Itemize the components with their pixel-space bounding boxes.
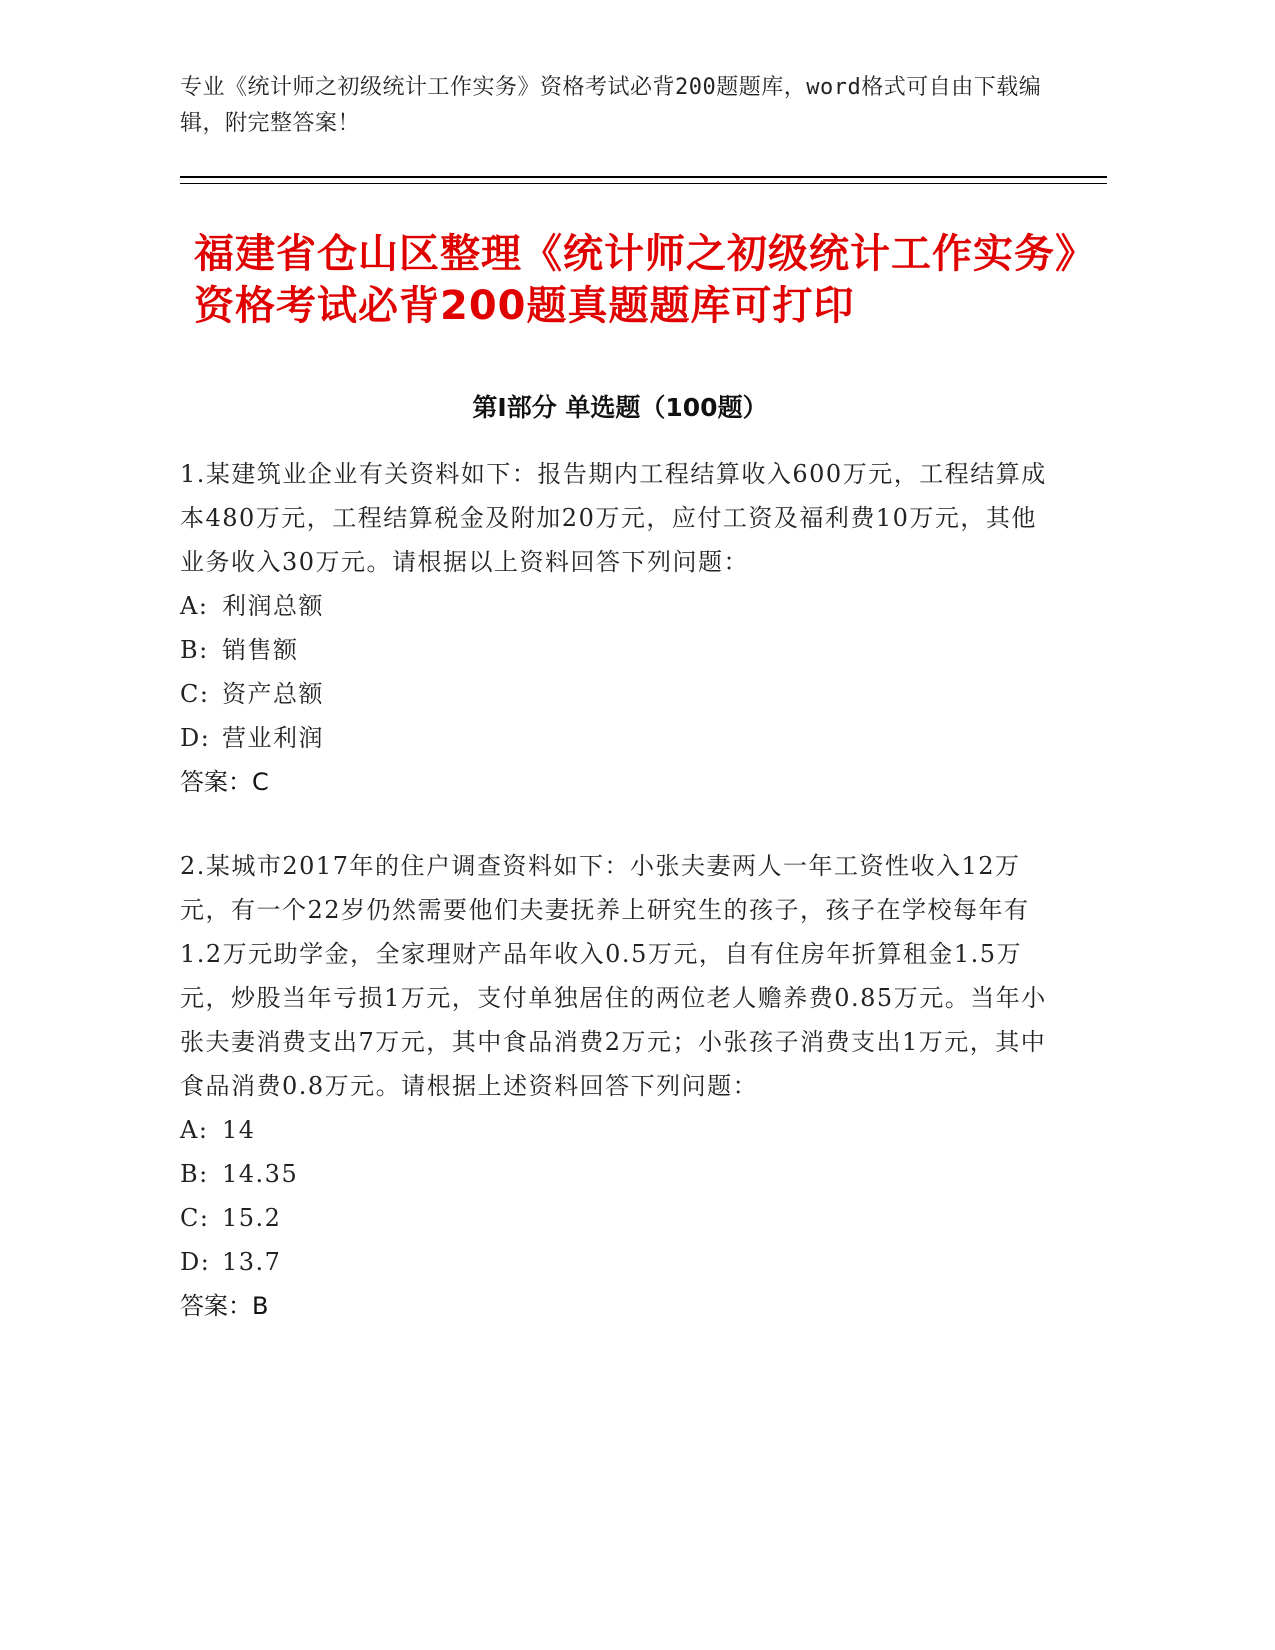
question-1: [180, 452, 1060, 804]
answer-value: B: [252, 1292, 269, 1320]
section-heading: 第Ⅰ部分 单选题（100题）: [472, 393, 768, 422]
option-letter: C:: [180, 680, 210, 708]
option-text: 14.35: [222, 1160, 299, 1188]
option-text: 营业利润: [222, 724, 324, 752]
option-c: [180, 1196, 1060, 1240]
option-letter: D:: [180, 724, 211, 752]
option-d: [180, 716, 1060, 760]
option-text: 14: [222, 1116, 256, 1144]
option-letter: D:: [180, 1248, 211, 1276]
option-d: [180, 1240, 1060, 1284]
answer-line: [180, 760, 1060, 804]
question-stem: 1.某建筑业企业有关资料如下：报告期内工程结算收入600万元，工程结算成本480万元，工程结算税金及附加20万元，应付工资及福利费10万元，其他业务收入30万元。请根据以上资料回答下列问题：: [180, 460, 1047, 576]
option-letter: A:: [180, 592, 209, 620]
option-c: [180, 672, 1060, 716]
answer-value: C: [252, 768, 269, 796]
option-text: 资产总额: [222, 680, 324, 708]
option-text: 13.7: [222, 1248, 282, 1276]
option-letter: C:: [180, 1204, 210, 1232]
option-text: 15.2: [222, 1204, 282, 1232]
option-a: [180, 1108, 1060, 1152]
option-b: [180, 1152, 1060, 1196]
option-text: 销售额: [222, 636, 299, 664]
document-title: 福建省仓山区整理《统计师之初级统计工作实务》资格考试必背200题真题题库可打印: [194, 231, 1076, 329]
option-letter: A:: [180, 1116, 209, 1144]
header-divider-thick: [180, 176, 1107, 178]
answer-prefix: 答案：: [180, 1292, 252, 1320]
option-text: 利润总额: [222, 592, 324, 620]
header-note: 专业《统计师之初级统计工作实务》资格考试必背200题题库，word格式可自由下载编辑，附完整答案！: [180, 75, 1042, 136]
header-divider-thin: [180, 183, 1107, 184]
option-letter: B:: [180, 1160, 209, 1188]
option-b: [180, 628, 1060, 672]
option-a: [180, 584, 1060, 628]
answer-line: [180, 1284, 1060, 1328]
answer-prefix: 答案：: [180, 768, 252, 796]
option-letter: B:: [180, 636, 209, 664]
question-2: [180, 844, 1060, 1328]
question-stem: 2.某城市2017年的住户调查资料如下：小张夫妻两人一年工资性收入12万元，有一个22岁仍然需要他们夫妻抚养上研究生的孩子，孩子在学校每年有1.2万元助学金，全家理财产品年收入0.5万元，自有住房年折算租金1.5万元，炒股当年亏损1万元，支付单独居住的两位老人赡养费0.85万元。当年小张夫妻消费支出7万元，其中食品消费2万元；小张孩子消费支出1万元，其中食品消费0.8万元。请根据上述资料回答下列问题：: [180, 852, 1047, 1100]
